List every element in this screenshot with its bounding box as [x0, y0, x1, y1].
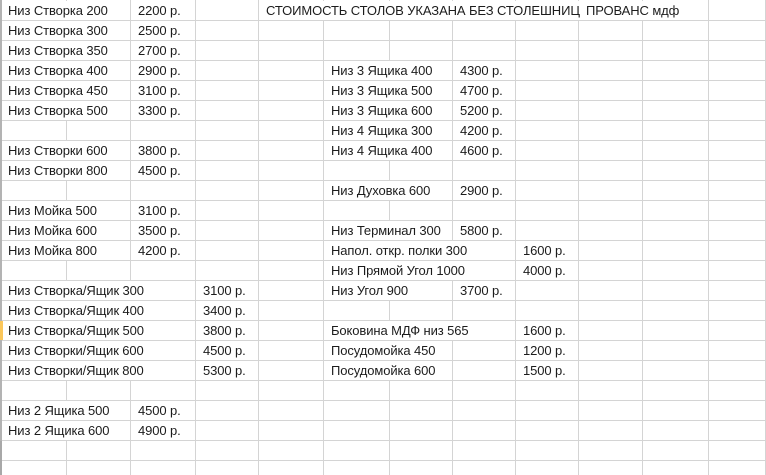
- left-edge-mark: [0, 441, 2, 475]
- cell[interactable]: 4000 р.: [518, 261, 572, 280]
- cell[interactable]: 4700 р.: [455, 81, 509, 100]
- cell[interactable]: 2200 р.: [133, 1, 187, 20]
- cell[interactable]: 5800 р.: [455, 221, 509, 240]
- cell[interactable]: 1600 р.: [518, 321, 572, 340]
- cell[interactable]: 3100 р.: [198, 281, 252, 300]
- cell[interactable]: Низ Створка 450: [3, 81, 114, 100]
- cell[interactable]: Низ Створка/Ящик 300: [3, 281, 150, 300]
- cell[interactable]: Низ Створка 200: [3, 1, 114, 20]
- gridline-horizontal: [0, 160, 766, 161]
- cell[interactable]: Низ 3 Ящика 500: [326, 81, 438, 100]
- cell[interactable]: 4500 р.: [133, 161, 187, 180]
- cell[interactable]: 3700 р.: [455, 281, 509, 300]
- gridline-horizontal: [0, 40, 766, 41]
- cell[interactable]: 3400 р.: [198, 301, 252, 320]
- cell[interactable]: 4500 р.: [198, 341, 252, 360]
- cell[interactable]: 3100 р.: [133, 81, 187, 100]
- cell[interactable]: 4300 р.: [455, 61, 509, 80]
- cell[interactable]: Низ Створка 500: [3, 101, 114, 120]
- gridline-vertical: [258, 0, 259, 475]
- cell[interactable]: Посудомойка 450: [326, 341, 441, 360]
- cell[interactable]: 4200 р.: [133, 241, 187, 260]
- cell[interactable]: 5300 р.: [198, 361, 252, 380]
- cell[interactable]: 2700 р.: [133, 41, 187, 60]
- cell[interactable]: 1200 р.: [518, 341, 572, 360]
- cell[interactable]: Низ 4 Ящика 400: [326, 141, 438, 160]
- cell[interactable]: 5200 р.: [455, 101, 509, 120]
- cell[interactable]: Низ Створка 350: [3, 41, 114, 60]
- gridline-vertical: [452, 0, 453, 475]
- cell[interactable]: Низ Створки 600: [3, 141, 114, 160]
- cell[interactable]: 4900 р.: [133, 421, 187, 440]
- gridline-horizontal: [0, 440, 766, 441]
- cell[interactable]: Низ Прямой Угол 1000: [326, 261, 471, 280]
- cell[interactable]: 2500 р.: [133, 21, 187, 40]
- cell[interactable]: 2900 р.: [455, 181, 509, 200]
- gridline-horizontal: [0, 460, 766, 461]
- material-cell[interactable]: ПРОВАНС мдф: [581, 1, 685, 20]
- cell[interactable]: Низ Терминал 300: [326, 221, 447, 240]
- cell[interactable]: Низ Створка/Ящик 500: [3, 321, 150, 340]
- cell[interactable]: 4600 р.: [455, 141, 509, 160]
- cell[interactable]: 1500 р.: [518, 361, 572, 380]
- gridline-vertical: [708, 0, 709, 475]
- cell[interactable]: Напол. откр. полки 300: [326, 241, 473, 260]
- cell[interactable]: Низ Створка 400: [3, 61, 114, 80]
- cell[interactable]: Низ Створка/Ящик 400: [3, 301, 150, 320]
- cell[interactable]: 3800 р.: [198, 321, 252, 340]
- cell[interactable]: Низ Мойка 600: [3, 221, 103, 240]
- gridline-horizontal: [0, 20, 766, 21]
- gridline-horizontal: [0, 200, 766, 201]
- cell[interactable]: Низ Мойка 800: [3, 241, 103, 260]
- cell[interactable]: Низ Створки/Ящик 800: [3, 361, 150, 380]
- cell[interactable]: Низ Угол 900: [326, 281, 414, 300]
- cell[interactable]: 3500 р.: [133, 221, 187, 240]
- selected-row-highlight: [0, 321, 3, 340]
- cell[interactable]: 1600 р.: [518, 241, 572, 260]
- cell[interactable]: Боковина МДФ низ 565: [326, 321, 475, 340]
- cell[interactable]: Посудомойка 600: [326, 361, 441, 380]
- cell[interactable]: 4200 р.: [455, 121, 509, 140]
- cell[interactable]: 3100 р.: [133, 201, 187, 220]
- sheet-left-edge: [0, 0, 2, 475]
- note-cell[interactable]: СТОИМОСТЬ СТОЛОВ УКАЗАНА БЕЗ СТОЛЕШНИЦ: [261, 1, 586, 20]
- gridline-vertical: [130, 0, 131, 475]
- gridline-vertical: [323, 0, 324, 475]
- cell[interactable]: Низ 4 Ящика 300: [326, 121, 438, 140]
- cell[interactable]: Низ Створки/Ящик 600: [3, 341, 150, 360]
- cell[interactable]: Низ 2 Ящика 500: [3, 401, 115, 420]
- cell[interactable]: 3300 р.: [133, 101, 187, 120]
- cell[interactable]: 2900 р.: [133, 61, 187, 80]
- cell[interactable]: Низ Створка 300: [3, 21, 114, 40]
- gridline-vertical: [195, 0, 196, 475]
- cell[interactable]: Низ 3 Ящика 400: [326, 61, 438, 80]
- gridline-vertical: [515, 0, 516, 475]
- cell[interactable]: Низ 3 Ящика 600: [326, 101, 438, 120]
- gridline-vertical: [578, 0, 579, 475]
- cell[interactable]: Низ Створки 800: [3, 161, 114, 180]
- cell[interactable]: 4500 р.: [133, 401, 187, 420]
- cell[interactable]: Низ Мойка 500: [3, 201, 103, 220]
- cell[interactable]: Низ 2 Ящика 600: [3, 421, 115, 440]
- gridline-vertical: [642, 0, 643, 475]
- gridline-horizontal: [0, 380, 766, 381]
- cell[interactable]: 3800 р.: [133, 141, 187, 160]
- cell[interactable]: Низ Духовка 600: [326, 181, 436, 200]
